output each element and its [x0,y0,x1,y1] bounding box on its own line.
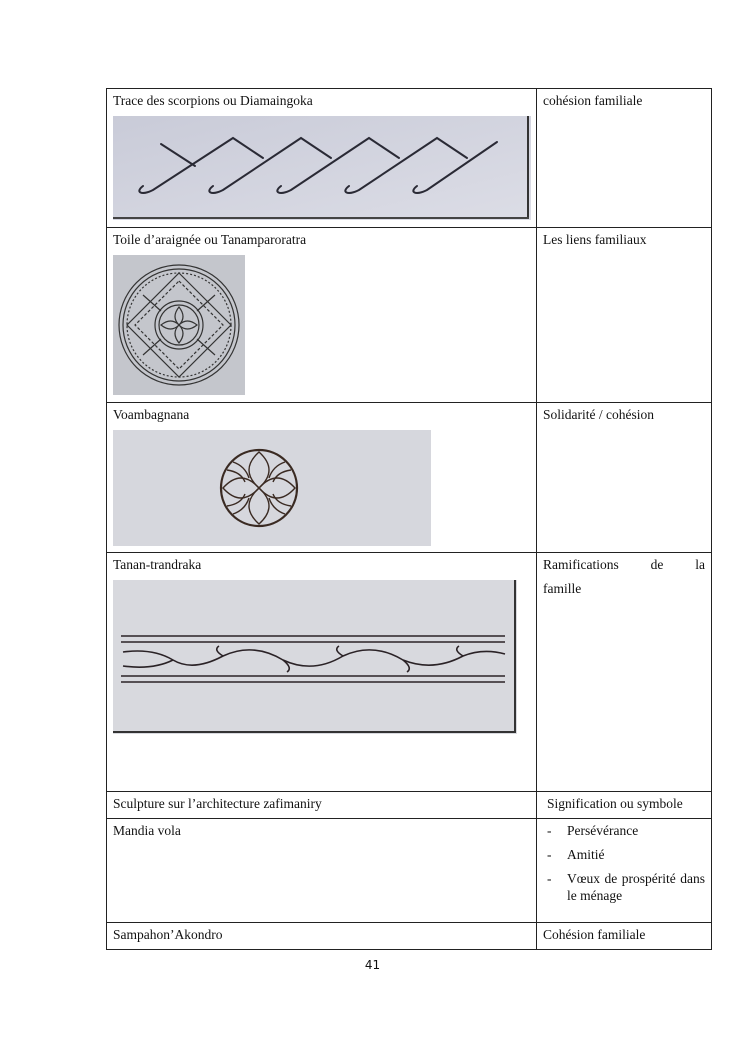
meaning-list [543,823,705,905]
table-row [107,923,712,950]
motif-name: Voambagnana [113,407,190,422]
meaning-text-line2: famille [543,580,582,596]
table-header-row [107,792,712,819]
meaning-text: Cohésion familiale [543,927,646,942]
table-row [107,819,712,923]
meaning-cell [537,228,712,403]
meaning-cell [537,553,712,792]
header-col1: Sculpture sur l’architecture zafimaniry [107,792,537,819]
scorpion-trace-motif-image [113,116,531,220]
meaning-text: Solidarité / cohésion [543,407,654,422]
list-item: - Persévérance [543,823,705,840]
meaning-cell [537,403,712,553]
motif-cell [107,923,537,950]
motif-cell [107,228,537,403]
motifs-table [106,88,712,950]
motif-name: Mandia vola [113,823,181,838]
motif-cell [107,819,537,923]
table-row [107,403,712,553]
motif-name: Sampahon’Akondro [113,927,223,942]
meaning-cell [537,89,712,228]
list-item: - Amitié [543,847,705,864]
motif-cell [107,403,537,553]
table-row [107,553,712,792]
tanan-trandraka-motif-image [113,580,517,734]
motif-cell [107,553,537,792]
table-row [107,228,712,403]
motif-name: Tanan-trandraka [113,557,202,572]
meaning-cell [537,923,712,950]
meaning-text: cohésion familiale [543,93,643,108]
meaning-cell [537,819,712,923]
table-row [107,89,712,228]
meaning-text-line1: Ramifications de la [543,557,705,572]
motif-name: Trace des scorpions ou Diamaingoka [113,93,313,108]
page-number: 41 [364,958,381,972]
list-item: - Vœux de prospérité dans le ménage [543,871,705,905]
voambagnana-motif-image [113,430,431,546]
motif-cell [107,89,537,228]
header-col2: Signification ou symbole [537,792,712,819]
motif-name: Toile d’araignée ou Tanamparoratra [113,232,307,247]
meaning-text: Les liens familiaux [543,232,647,247]
spider-web-motif-image [113,255,245,395]
